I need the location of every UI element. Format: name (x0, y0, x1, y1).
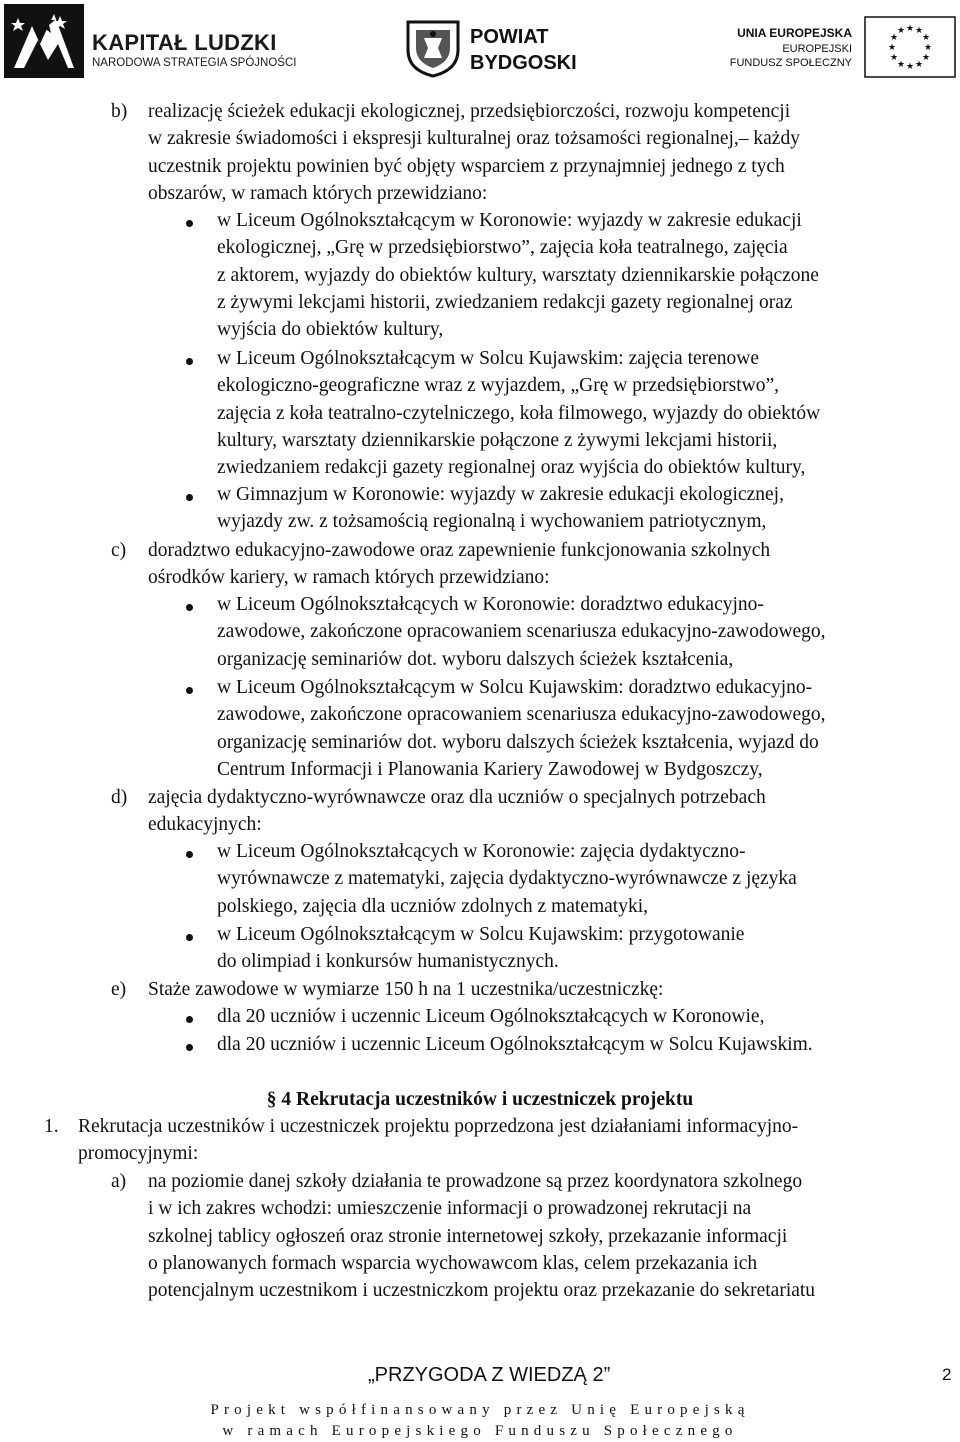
section-c-label: c) (111, 540, 127, 561)
text-line: z żywymi lekcjami historii, zwiedzaniem redakcji gazety regionalnej oraz (217, 291, 793, 313)
text-line: i w ich zakres wchodzi: umieszczenie informacji o prowadzonej rekrutacji na (148, 1198, 752, 1220)
section-d-bullet-1 (217, 838, 956, 920)
section-4-heading: § 4 Rekrutacja uczestników i uczestniczek projektu (266, 1089, 694, 1110)
text-line: organizację seminariów dot. wyboru dalszych ścieżek kształcenia, wyjazd do (217, 731, 819, 753)
eu-flag-icon (864, 16, 956, 78)
text-line: Staże zawodowe w wymiarze 150 h na 1 uczestnika/uczestniczkę: (148, 979, 664, 1000)
text-line: dla 20 uczniów i uczennic Liceum Ogólnokształcących w Koronowie, (217, 1006, 765, 1027)
svg-text:★: ★ (889, 53, 899, 63)
svg-text:★: ★ (921, 53, 931, 63)
project-title: „PRZYGODA Z WIEDZĄ 2” (368, 1364, 611, 1386)
text-line: w zakresie świadomości i ekspresji kulturalnej oraz tożsamości regionalnej,– każdy (148, 128, 800, 150)
item-a-text (148, 1168, 956, 1304)
text-line: polskiego, zajęcia dla uczniów zdolnych z matematyki, (217, 895, 649, 917)
section-d-label: d) (111, 787, 128, 808)
page-header (0, 0, 960, 82)
cofinance-line-1: Projekt współfinansowany przez Unię Europejską (210, 1402, 750, 1418)
text-line: w Liceum Ogólnokształcącym w Solcu Kujawskim: przygotowanie (217, 924, 745, 945)
powiat-crest-icon (404, 18, 462, 78)
text-line: szkolnej tablicy ogłoszeń oraz stronie internetowej szkoły, przekazanie informacji (148, 1225, 788, 1247)
text-line: dla 20 uczniów i uczennic Liceum Ogólnokształcącym w Solcu Kujawskim. (217, 1034, 813, 1055)
text-line: ekologicznej, „Grę w przedsiębiorstwo”, zajęcia koła teatralnego, zajęcia (217, 237, 788, 259)
section-d-text (148, 784, 956, 839)
eu-fund-line2: FUNDUSZ SPOŁECZNY (729, 57, 852, 69)
bullet-icon (186, 934, 193, 941)
powiat-line2: BYDGOSKI (470, 52, 577, 74)
section-e-text (148, 976, 956, 1003)
text-line: ekologiczno-geograficzne wraz z wyjazdem, „Grę w przedsiębiorstwo”, (217, 375, 779, 397)
svg-text:★: ★ (923, 43, 933, 53)
text-line: wyjścia do obiektów kultury, (217, 319, 444, 341)
text-line: Centrum Informacji i Planowania Kariery Zawodowej w Bydgoszczy, (217, 758, 763, 780)
text-line: w Liceum Ogólnokształcącym w Koronowie: wyjazdy w zakresie edukacji (217, 210, 802, 231)
text-line: organizację seminariów dot. wyboru dalszych ścieżek kształcenia, (217, 648, 734, 670)
bullet-icon (186, 687, 193, 694)
powiat-bydgoski-logo (404, 18, 604, 78)
cofinance-line-2: w ramach Europejskiego Funduszu Społecznego (222, 1423, 738, 1439)
text-line: zwiedzaniem redakcji gazety regionalnej oraz wyjścia do obiektów kultury, (217, 457, 806, 479)
section-b-bullet-3 (217, 481, 956, 536)
bullet-icon (186, 220, 193, 227)
svg-text:★: ★ (887, 43, 897, 53)
kapital-ludzki-subtitle: NARODOWA STRATEGIA SPÓJNOŚCI (92, 57, 297, 69)
section-e-bullet-1 (217, 1003, 956, 1030)
kapital-ludzki-emblem-icon (4, 4, 84, 78)
bullet-icon (186, 358, 193, 365)
text-line: zawodowe, zakończone opracowaniem scenariusza edukacyjno-zawodowego, (217, 704, 826, 726)
svg-text:★: ★ (889, 33, 899, 43)
text-line: obszarów, w ramach których przewidziano: (148, 182, 488, 204)
section-d-bullet-2 (217, 921, 956, 976)
svg-text:★: ★ (914, 26, 924, 36)
bullet-icon (186, 494, 193, 501)
svg-text:★: ★ (905, 62, 915, 72)
text-line: promocyjnymi: (78, 1143, 199, 1165)
text-line: edukacyjnych: (148, 814, 262, 836)
section-e-label: e) (111, 979, 127, 1000)
section-b-bullet-2 (217, 345, 956, 481)
text-line: doradztwo edukacyjno-zawodowe oraz zapewnienie funkcjonowania szkolnych (148, 540, 771, 561)
text-line: zajęcia z koła teatralno-czytelniczego, koła filmowego, wyjazdy do obiektów (217, 402, 821, 424)
text-line: w Liceum Ogólnokształcącym w Solcu Kujawskim: zajęcia terenowe (217, 348, 760, 369)
section-b-label: b) (111, 101, 128, 122)
item-1-label: 1. (44, 1116, 59, 1137)
kapital-ludzki-logo (4, 4, 297, 78)
section-b-text (148, 98, 956, 207)
svg-text:★: ★ (921, 33, 931, 43)
text-line: w Liceum Ogólnokształcących w Koronowie: doradztwo edukacyjno- (217, 594, 764, 615)
eu-fund-line1: EUROPEJSKI (782, 43, 852, 55)
text-line: Rekrutacja uczestników i uczestniczek projektu poprzedzona jest działaniami informacyjno- (78, 1116, 799, 1137)
svg-text:★: ★ (896, 26, 906, 36)
kapital-ludzki-title: KAPITAŁ LUDZKI (92, 30, 277, 55)
bullet-icon (186, 604, 193, 611)
text-line: w Liceum Ogólnokształcącym w Solcu Kujawskim: doradztwo edukacyjno- (217, 677, 813, 698)
bullet-icon (186, 851, 193, 858)
text-line: ośrodków kariery, w ramach których przewidziano: (148, 567, 550, 589)
item-a-label: a) (111, 1171, 127, 1192)
text-line: w Gimnazjum w Koronowie: wyjazdy w zakresie edukacji ekologicznej, (217, 484, 784, 505)
text-line: o planowanych formach wsparcia wychowawcom klas, celem przekazania ich (148, 1252, 758, 1274)
text-line: kultury, warsztaty dziennikarskie połączone z żywymi lekcjami historii, (217, 429, 778, 451)
powiat-line1: POWIAT (470, 26, 549, 48)
text-line: potencjalnym uczestnikom i uczestniczkom projektu oraz przekazanie do sekretariatu (148, 1280, 816, 1302)
text-line: w Liceum Ogólnokształcących w Koronowie: zajęcia dydaktyczno- (217, 841, 746, 862)
section-e-bullet-2 (217, 1031, 956, 1058)
text-line: z aktorem, wyjazdy do obiektów kultury, warsztaty dziennikarskie połączone (217, 264, 819, 286)
text-line: realizację ścieżek edukacji ekologicznej, przedsiębiorczości, rozwoju kompetencji (148, 101, 791, 122)
text-line: na poziomie danej szkoły działania te prowadzone są przez koordynatora szkolnego (148, 1171, 803, 1192)
svg-text:★: ★ (905, 24, 915, 34)
eu-logo (729, 16, 956, 80)
section-c-bullet-2 (217, 674, 956, 783)
item-1-text (78, 1113, 956, 1168)
bullet-icon (186, 1016, 193, 1023)
text-line: uczestnik projektu powinien być objęty wsparciem z przynajmniej jednego z tych (148, 155, 785, 177)
svg-text:★: ★ (896, 60, 906, 70)
bullet-icon (186, 1044, 193, 1051)
text-line: zawodowe, zakończone opracowaniem scenariusza edukacyjno-zawodowego, (217, 621, 826, 643)
section-c-bullet-1 (217, 591, 956, 673)
section-c-text (148, 537, 956, 592)
text-line: wyrównawcze z matematyki, zajęcia dydaktyczno-wyrównawcze z języka (217, 868, 797, 890)
text-line: do olimpiad i konkursów humanistycznych. (217, 951, 559, 973)
svg-text:★: ★ (914, 60, 924, 70)
eu-title: UNIA EUROPEJSKA (737, 26, 852, 40)
page-number: 2 (942, 1365, 952, 1384)
text-line: wyjazdy zw. z tożsamością regionalną i wychowaniem patriotycznym, (217, 511, 767, 533)
section-b-bullet-1 (217, 207, 956, 343)
text-line: zajęcia dydaktyczno-wyrównawcze oraz dla uczniów o specjalnych potrzebach (148, 787, 766, 808)
